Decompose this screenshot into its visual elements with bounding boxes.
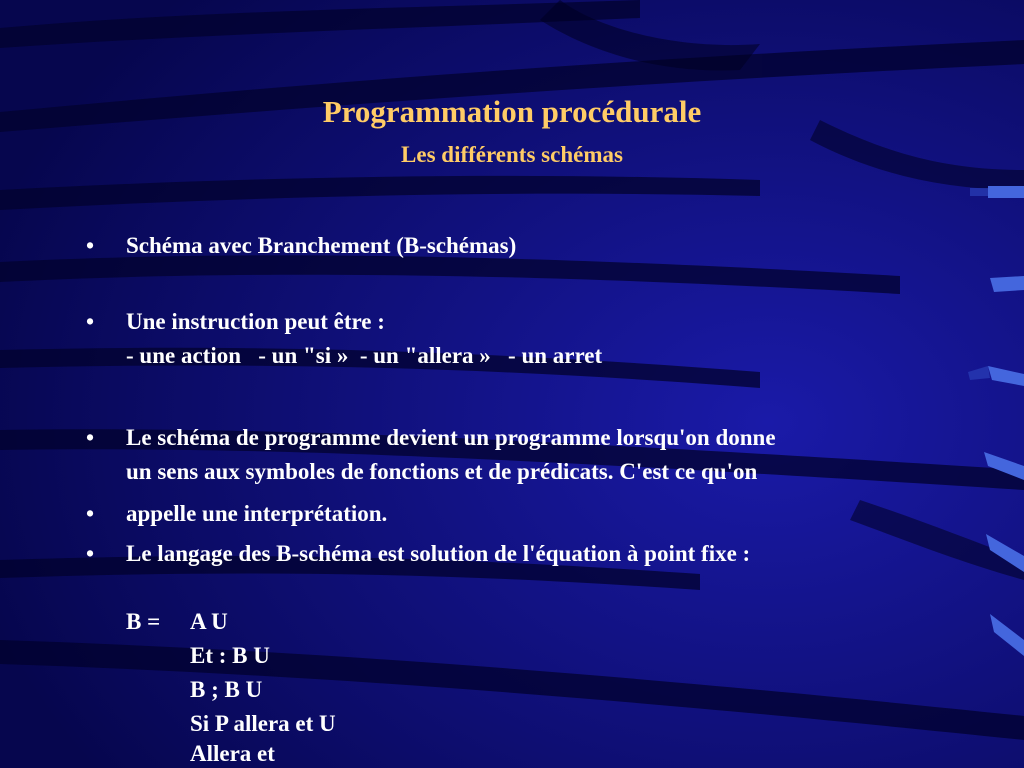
equation-term: Et : B U [190,643,270,668]
equation-term: B ; B U [190,677,263,702]
bullet-marker: • [86,425,95,450]
bullet-text: Schéma avec Branchement (B-schémas) [126,233,517,258]
bullet-marker: • [86,501,95,526]
bullet-text: Une instruction peut être : [126,309,385,334]
slide-subtitle: Les différents schémas [401,142,623,167]
equation-term: Allera et [190,741,275,766]
slide-title: Programmation procédurale [322,94,702,129]
equation-term: A U [190,609,228,634]
bullet-text-continued: un sens aux symboles de fonctions et de prédicats. C'est ce qu'on [126,459,758,484]
bullet-text: Le langage des B-schéma est solution de l'équation à point fixe : [126,541,751,566]
equation-term: Si P allera et U [190,711,336,736]
bullet-marker: • [86,309,95,334]
equation-lhs: B = [126,609,161,634]
bullet-marker: • [86,233,95,258]
bullet-text: appelle une interprétation. [126,501,388,526]
bullet-text-continued: - une action - un "si » - un "allera » - un arret [126,343,603,368]
bullet-marker: • [86,541,95,566]
bullet-text: Le schéma de programme devient un programme lorsqu'on donne [126,425,776,450]
